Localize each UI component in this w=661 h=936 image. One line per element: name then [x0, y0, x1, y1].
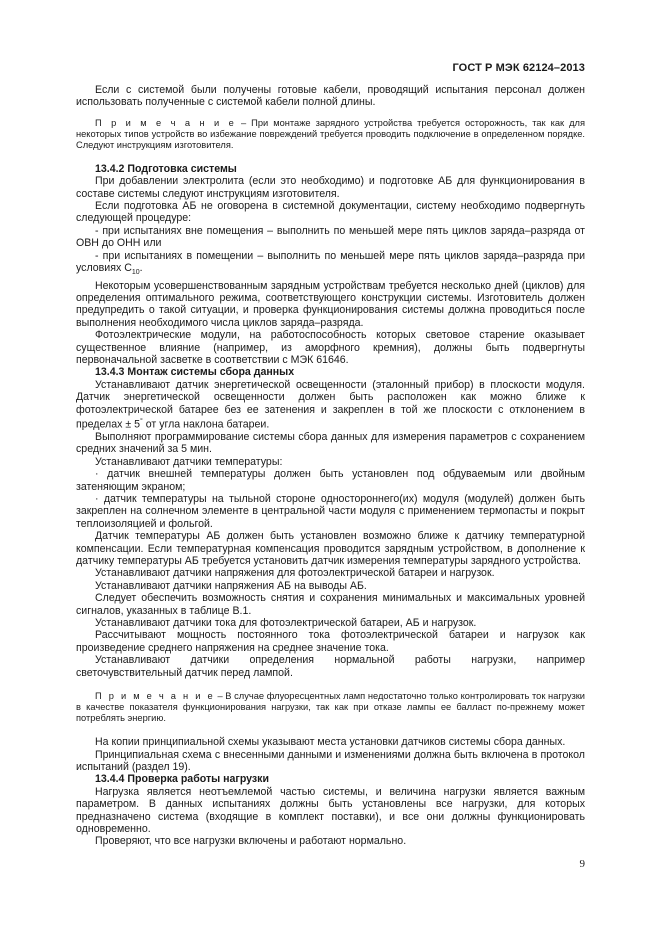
s3-paragraph-4: Датчик температуры АБ должен быть установлен возможно ближе к датчику температурной компенсации. Если температурная компенсация проводится зарядным устройством, в дополнение к датчику температуры АБ требуется установить датчик измерения температуры зарядного устройства. — [76, 530, 585, 568]
page-body — [76, 84, 585, 848]
note-1: П р и м е ч а н и е – При монтаже зарядного устройства требуется осторожность, так как для некоторых типов устройств во избежание повреждений требуется проводить подключение в определенном порядке. Следуют инструкциям изготовителя. — [76, 117, 586, 150]
s3-paragraph-5: Устанавливают датчики напряжения для фотоэлектрической батареи и нагрузок. — [95, 567, 495, 580]
section-13-4-2-title: 13.4.2 Подготовка системы — [95, 162, 237, 175]
note-2-text: В случае флуоресцентных ламп недостаточно только контролировать ток нагрузки в качестве показателя функционирования нагрузки, так как при отказе лампы ее балласт по-прежнему может потреблять энергию. — [76, 691, 585, 724]
s3-paragraph-8: Устанавливают датчики тока для фотоэлектрической батареи, АБ и нагрузок. — [95, 617, 477, 630]
s3-paragraph-2: Выполняют программирование системы сбора данных для измерения параметров с сохранением средних значений за 5 мин. — [76, 430, 585, 456]
s3-paragraph-1 — [76, 379, 585, 431]
s2-list-item-1: - при испытаниях вне помещения – выполнить по меньшей мере пять циклов заряда–разряда от ОВН до ОНН или — [76, 224, 585, 250]
s2-list-item-2-text: - при испытаниях в помещении – выполнить по меньшей мере пять циклов заряда–разряда при условиях C — [76, 249, 585, 275]
s4-paragraph-2: Проверяют, что все нагрузки включены и работают нормально. — [95, 835, 407, 848]
s4-paragraph-1: Нагрузка является неотъемлемой частью системы, и величина нагрузки является важным параметром. В данных испытаниях должны быть установлены все нагрузки, для которых предназначено система (входящие в комплект поставки), и все они должны функционировать одновременно. — [76, 785, 585, 835]
s2-paragraph-1: При добавлении электролита (если это необходимо) и подготовке АБ для функционирования в составе системы следуют инструкциям изготовителя. — [76, 175, 585, 200]
s3-list-item-2: · датчик температуры на тыльной стороне одностороннего(их) модуля (модулей) должен быть закреплен на солнечном элементе в центральной части модуля с применением термопасты и покрыт теплоизоляцией и фольгой. — [76, 493, 585, 530]
note-2: П р и м е ч а н и е – В случае флуоресцентных ламп недостаточно только контролировать ток нагрузки в качестве показателя функционирования нагрузки, так как при отказе лампы ее балласт по-прежнему может потреблять энергию. — [76, 691, 585, 724]
page-number: 9 — [579, 858, 585, 870]
s3-paragraph-3: Устанавливают датчики температуры: — [95, 455, 283, 468]
intro-paragraph: Если с системой были получены готовые кабели, проводящий испытания персонал должен использовать полученные с системой кабели полной длины. — [76, 84, 585, 109]
s2-list-item-2-sub: 10 — [131, 269, 140, 277]
s3-paragraph-1-text: Устанавливают датчик энергетической освещенности (эталонный прибор) в плоскости модуля. Датчик энергетической освещенности должен быть расположен как можно ближе к фотоэлектрической батарее без ее затенения и закреплен в той же плоскости с отклонением в пределах ± 5 — [76, 378, 585, 431]
s3-list-item-1: · датчик внешней температуры должен быть установлен под обдуваемым или двойным затеняющим экраном; — [76, 468, 585, 493]
s3-paragraph-10: Устанавливают датчики определения нормальной работы нагрузки, например светочувствительный датчик перед лампой. — [76, 654, 585, 679]
s3-paragraph-11: На копии принципиальной схемы указывают места установки датчиков системы сбора данных. — [95, 736, 566, 749]
s3-paragraph-6: Устанавливают датчики напряжения АБ на выводы АБ. — [95, 579, 367, 592]
s3-paragraph-7: Следует обеспечить возможность снятия и сохранения минимальных и максимальных уровней сигналов, указанных в таблице В.1. — [76, 592, 585, 617]
s2-list-item-2 — [76, 250, 585, 280]
s2-paragraph-3: Некоторым усовершенствованным зарядным устройствам требуется несколько дней (циклов) для определения оптимального режима, соответствующего конструкции системы. Изготовитель должен предупредить о такой ситуации, и проверка функционирования системы должна проводиться после выполнения необходимого числа циклов заряда–разряда. — [76, 279, 585, 329]
section-13-4-4-title: 13.4.4 Проверка работы нагрузки — [95, 773, 269, 786]
s3-paragraph-12: Принципиальная схема с внесенными данными и изменениями должна быть включена в протокол испытаний (раздел 19). — [76, 748, 585, 773]
s2-paragraph-2: Если подготовка АБ не оговорена в системной документации, систему необходимо подвергнуть следующей процедуре: — [76, 200, 585, 225]
degree-sign: ° — [139, 418, 143, 426]
section-13-4-3-title: 13.4.3 Монтаж системы сбора данных — [95, 366, 295, 379]
s2-list-item-2-end: . — [139, 262, 143, 275]
note-1-text: При монтаже зарядного устройства требуется осторожность, так как для некоторых типов устройств во избежание повреждений требуется проводить подключение в определенном порядке. Следуют инструкциям изготовителя. — [76, 117, 586, 150]
standard-header: ГОСТ Р МЭК 62124–2013 — [452, 62, 585, 74]
s2-paragraph-4: Фотоэлектрические модули, на работоспособность которых световое старение оказывает существенное влияние (например, из аморфного кремния), должны быть подвергнуты первоначальной засветке в соответствии с МЭК 61646. — [76, 329, 585, 367]
s3-paragraph-1-end: от угла наклона батареи. — [142, 418, 270, 431]
note-1-label: П р и м е ч а н и е — [95, 117, 236, 128]
note-2-label: П р и м е ч а н и е — [95, 691, 215, 702]
s3-paragraph-9: Рассчитывают мощность постоянного тока фотоэлектрической батареи и нагрузок как произведение среднего напряжения на среднее значение тока. — [76, 629, 585, 654]
